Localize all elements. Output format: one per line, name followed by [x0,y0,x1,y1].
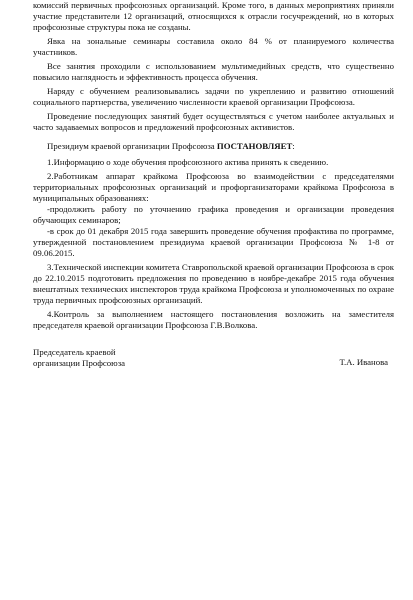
signatory-name: Т.А. Иванова [339,356,388,367]
paragraph-4: Наряду с обучением реализовывались задачи по укреплению и развитию отношений социального партнерства, увеличению численности краевой организации Профсоюза. [33,85,394,107]
paragraph-5: Проведение последующих занятий будет осуществляться с учетом наиболее актуальных и часто задаваемых вопросов и предложений профсоюзных активистов. [33,110,394,132]
paragraph-2: Явка на зональные семинары составила около 84 % от планируемого количества участников. [33,35,394,57]
signatory-title [33,347,125,369]
resolution-lead [33,141,394,152]
resolution-keyword: ПОСТАНОВЛЯЕТ [216,141,293,152]
resolution-lead-text: Президиум краевой организации Профсоюза [47,141,217,152]
resolution-item-2a: -продолжить работу по уточнению графика проведения и организации проведения обучающих семинаров; [33,204,394,226]
resolution-item-4: 4.Контроль за выполнением настоящего постановления возложить на заместителя председателя краевой организации Профсоюза Г.В.Волкова. [33,308,394,330]
paragraph-1: комиссий первичных профсоюзных организаций. Кроме того, в данных мероприятиях приняли участие представители 12 организаций, относящихся к отрасли госучреждений, но в которых профсоюзные структуры пока не созданы. [33,0,394,32]
signatory-title-line-2: организации Профсоюза [33,357,126,368]
paragraph-3: Все занятия проходили с использованием мультимедийных средств, что существенно повысило наглядность и эффективность процесса обучения. [33,60,394,82]
resolution-item-2b: -в срок до 01 декабря 2015 года завершить проведение обучения профактива по программе, утвержденной постановлением президиума краевой организации Профсоюза № 1-8 от 09.06.2015. [33,226,394,259]
signatory-title-line-1: Председатель краевой [33,346,116,357]
resolution-colon: : [292,141,295,152]
resolution-item-1: 1.Информацию о ходе обучения профсоюзного актива принять к сведению. [47,157,329,168]
resolution-item-2: 2.Работникам аппарат крайкома Профсоюза во взаимодействии с председателями территориальных профсоюзных организаций и профорганизаторами крайкома Профсоюза в муниципальных образованиях: [33,171,394,204]
resolution-item-3: 3.Технической инспекции комитета Ставропольской краевой организации Профсоюза в срок до 22.10.2015 подготовить предложения по проведению в ноябре-декабре 2015 года обучения внештатных технических инспекторов труда крайкома Профсоюза и уполномоченных по охране труда первичных профсоюзных организаций. [33,262,394,305]
signature-block [33,347,394,371]
